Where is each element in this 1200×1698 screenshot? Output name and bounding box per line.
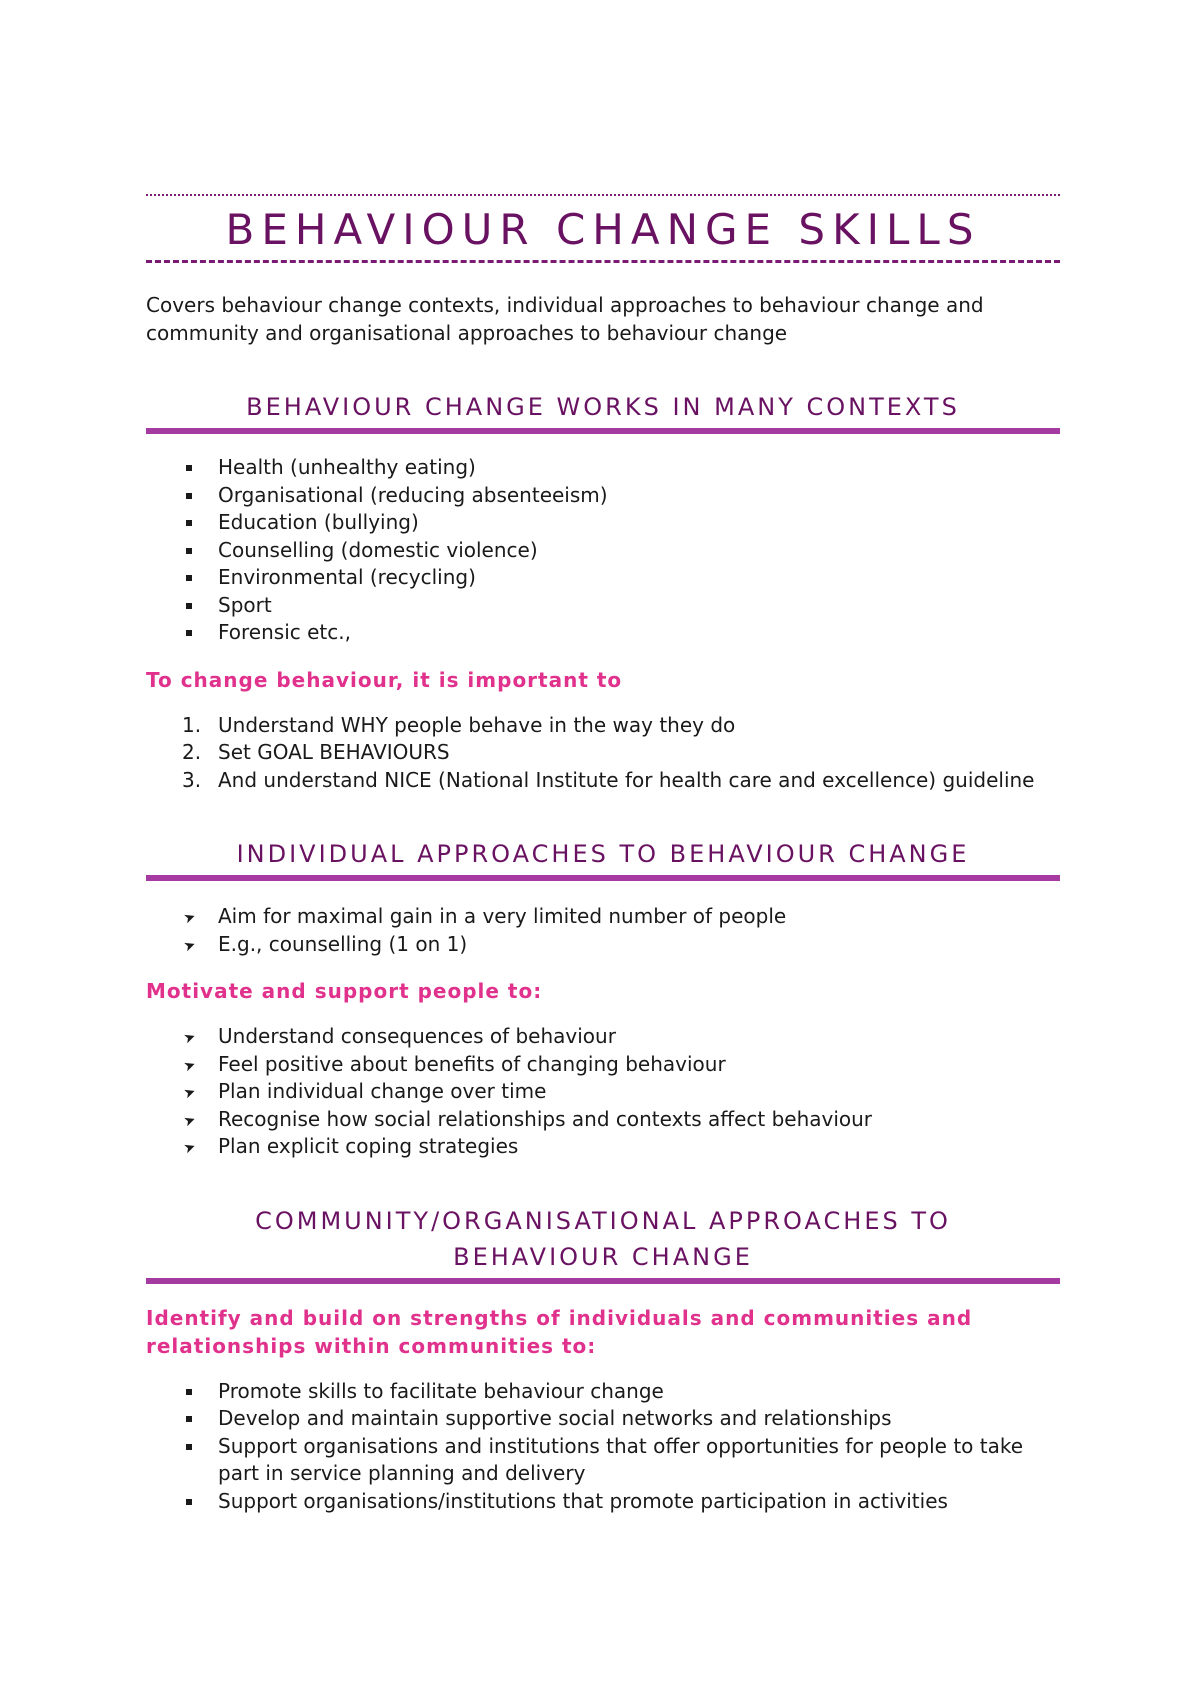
numbered-list — [146, 712, 1060, 795]
square-bullet-icon — [186, 520, 192, 526]
square-bullet-icon — [186, 603, 192, 609]
list-item: Counselling (domestic violence) — [146, 537, 1060, 565]
community-list — [146, 1378, 1060, 1516]
list-item: ➤ Plan explicit coping strategies — [181, 1134, 519, 1158]
list-item: ➤ Plan individual change over time — [181, 1079, 547, 1103]
list-item: Organisational (reducing absenteeism) — [146, 482, 1060, 510]
section-rule — [146, 875, 1060, 881]
document-content — [146, 194, 1060, 1515]
arrowhead-bullet-icon: ➤ — [181, 1138, 199, 1158]
square-bullet-icon — [186, 1389, 192, 1395]
arrowhead-bullet-icon: ➤ — [181, 1110, 199, 1131]
list-item: ➤ Aim for maximal gain in a very limited number of people — [181, 904, 787, 928]
section-individual — [146, 836, 1060, 1161]
arrowhead-bullet-icon: ➤ — [181, 1083, 199, 1103]
arrowhead-bullet-icon: ➤ — [181, 1055, 199, 1076]
list-item: 1. Understand WHY people behave in the way they do — [182, 712, 736, 737]
subheading: Motivate and support people to: — [146, 979, 543, 1003]
section-contexts — [146, 389, 1060, 794]
list-item: Develop and maintain supportive social networks and relationships — [146, 1405, 1060, 1433]
intro-paragraph: Covers behaviour change contexts, individual approaches to behaviour change and community and organisational approaches to behaviour change — [146, 293, 984, 345]
square-bullet-icon — [186, 493, 192, 499]
title-bottom-rule — [146, 260, 1060, 263]
arrowhead-bullet-icon: ➤ — [181, 935, 199, 956]
list-item: Education (bullying) — [146, 509, 1060, 537]
contexts-list — [146, 454, 1060, 647]
section-rule — [146, 428, 1060, 434]
arrowhead-bullet-icon: ➤ — [181, 908, 199, 928]
subheading: To change behaviour, it is important to — [146, 667, 623, 692]
list-item: 2. Set GOAL BEHAVIOURS — [182, 740, 450, 764]
section-community — [146, 1203, 1060, 1516]
list-item: Environmental (recycling) — [146, 564, 1060, 592]
list-item: 3. And understand NICE (National Institute for health care and excellence) guideline — [182, 767, 1035, 792]
list-item: Support organisations/institutions that promote participation in activities — [146, 1488, 1060, 1516]
square-bullet-icon — [186, 548, 192, 554]
motivate-list — [146, 1023, 1060, 1161]
section-heading: BEHAVIOUR CHANGE WORKS IN MANY CONTEXTS — [246, 393, 960, 421]
square-bullet-icon — [186, 575, 192, 581]
square-bullet-icon — [186, 1444, 192, 1450]
list-item: ➤ Feel positive about benefits of changing behaviour — [181, 1051, 726, 1076]
square-bullet-icon — [186, 630, 192, 636]
title-block — [146, 194, 1060, 263]
subheading: Identify and build on strengths of individuals and communities and relationships within communities to: — [146, 1305, 973, 1358]
list-item: ➤ E.g., counselling (1 on 1) — [181, 931, 468, 956]
page-title: BEHAVIOUR CHANGE SKILLS — [225, 205, 981, 254]
list-item: Health (unhealthy eating) — [146, 454, 1060, 482]
list-item: ➤ Recognise how social relationships and contexts affect behaviour — [181, 1106, 873, 1131]
individual-list — [146, 903, 1060, 958]
list-item: ➤ Understand consequences of behaviour — [181, 1024, 616, 1048]
list-item: Promote skills to facilitate behaviour change — [146, 1378, 1060, 1406]
list-item: Support organisations and institutions that offer opportunities for people to take part in service planning and delivery — [146, 1433, 1060, 1488]
list-item: Forensic etc., — [146, 619, 1060, 647]
section-rule — [146, 1278, 1060, 1284]
section-heading: INDIVIDUAL APPROACHES TO BEHAVIOUR CHANGE — [236, 840, 970, 868]
arrowhead-bullet-icon: ➤ — [181, 1028, 199, 1048]
square-bullet-icon — [186, 1499, 192, 1505]
square-bullet-icon — [186, 465, 192, 471]
list-item: Sport — [146, 592, 1060, 620]
section-heading: COMMUNITY/ORGANISATIONAL APPROACHES TO BEHAVIOUR CHANGE — [255, 1206, 951, 1271]
square-bullet-icon — [186, 1416, 192, 1422]
